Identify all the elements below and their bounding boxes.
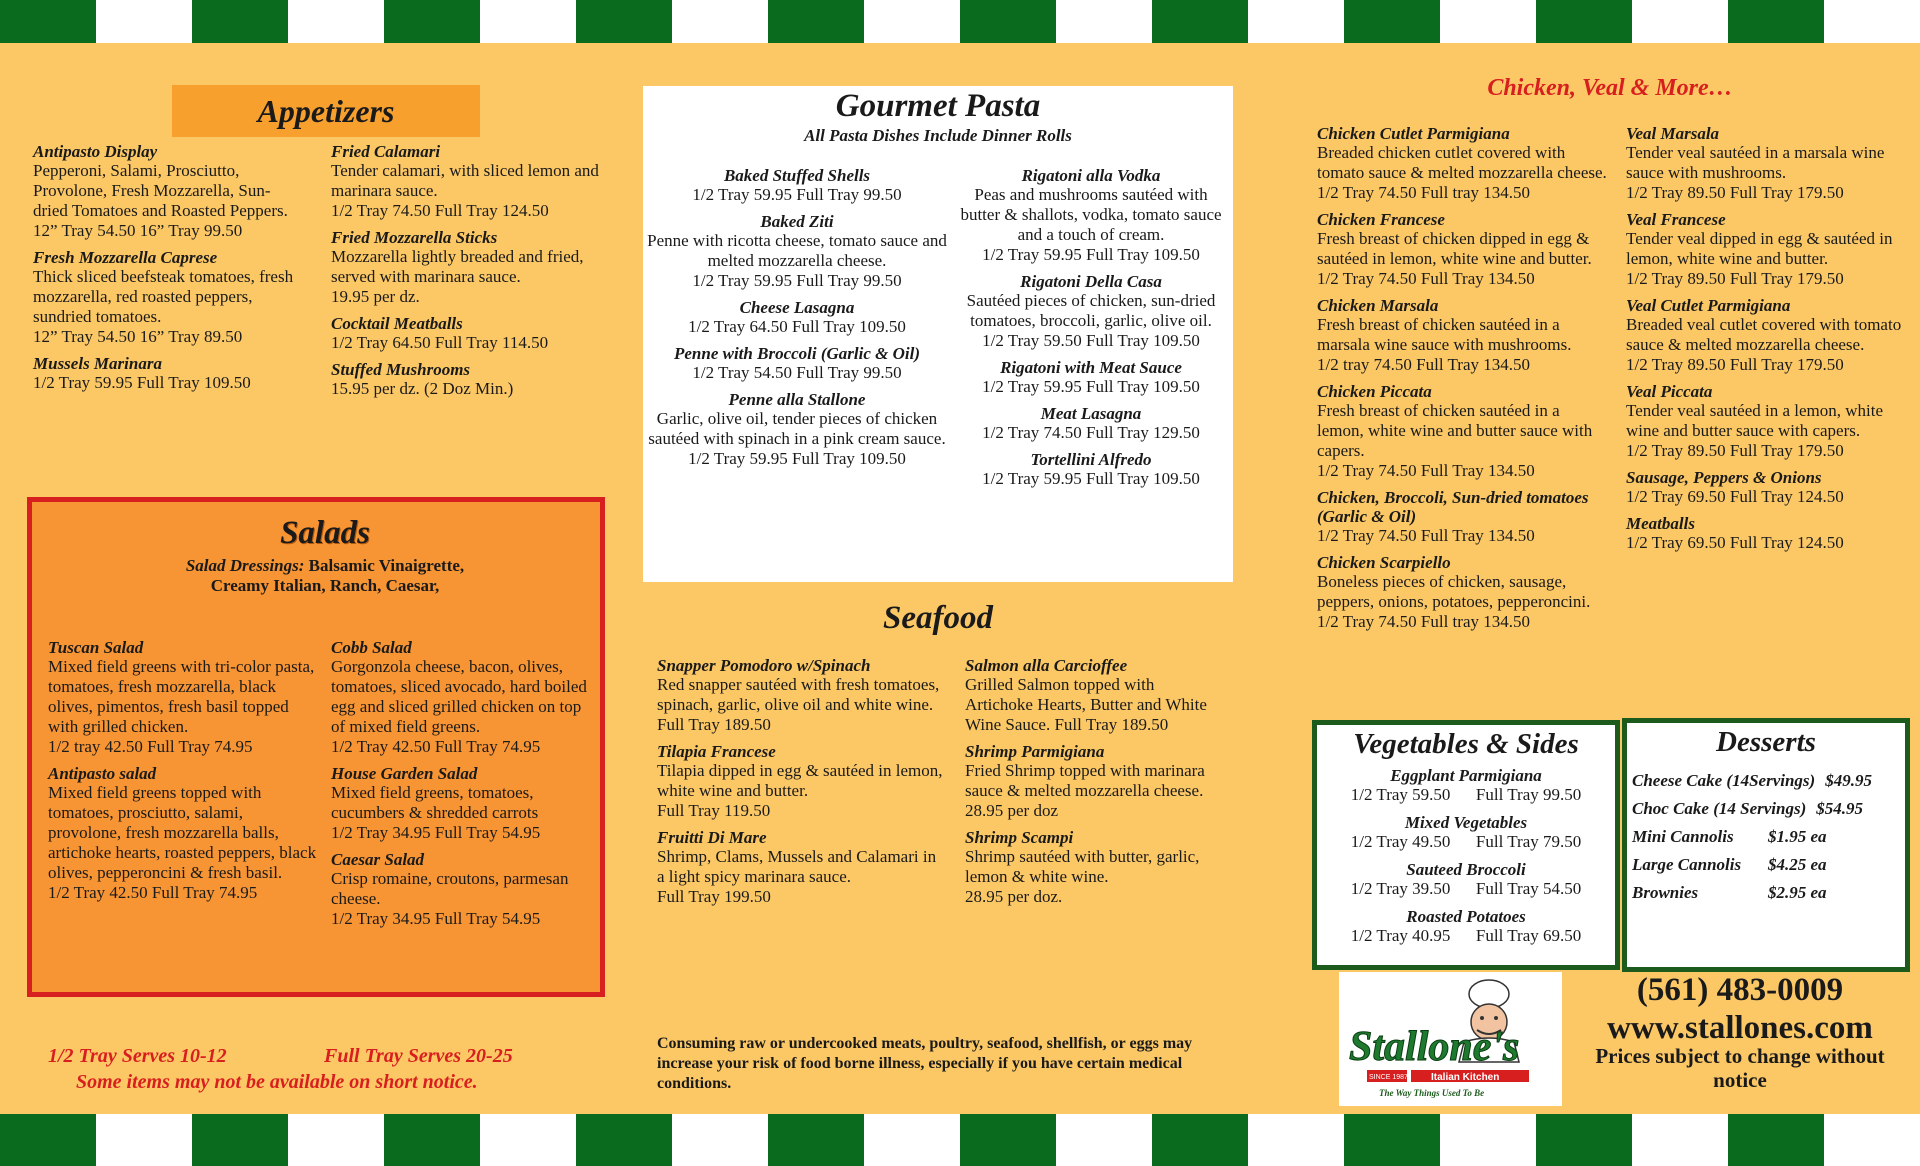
- menu-item: [965, 828, 1215, 907]
- menu-item-description: Mixed field greens topped with tomatoes, prosciutto, salami, provolone, fresh mozzarella balls, artichoke hearts, roasted peppers, black olives, pepperoncini & fresh basil.: [48, 783, 317, 882]
- stripe-segment: [1632, 1114, 1728, 1166]
- stripe-segment: [576, 0, 672, 43]
- stripe-segment: [288, 0, 384, 43]
- vegetable-name: Sauteed Broccoli: [1406, 860, 1526, 879]
- menu-item: [331, 764, 599, 843]
- appetizers-heading: Appetizers: [172, 85, 480, 137]
- menu-item-name: Shrimp Scampi: [965, 828, 1074, 847]
- menu-item-description: Peas and mushrooms sautéed with butter & shallots, vodka, tomato sauce and a touch of cream.: [960, 185, 1222, 244]
- stripe-segment: [1344, 0, 1440, 43]
- menu-item-price: 1/2 Tray 59.95 Full Tray 109.50: [982, 377, 1200, 396]
- menu-item: [657, 742, 947, 821]
- logo-since: SINCE 1987: [1369, 1074, 1408, 1081]
- menu-item-name: Chicken Cutlet Parmigiana: [1317, 124, 1510, 143]
- menu-item-description: Gorgonzola cheese, bacon, olives, tomatoes, sliced avocado, hard boiled egg and sliced grilled chicken on top of mixed field greens.: [331, 657, 587, 736]
- menu-item-description: Tender veal sautéed in a marsala wine sauce with mushrooms.: [1626, 143, 1885, 182]
- stallones-logo: [1339, 972, 1562, 1106]
- menu-item: [1626, 382, 1916, 461]
- vegetable-price: 1/2 Tray 59.50 Full Tray 99.50: [1350, 785, 1582, 804]
- menu-item-name: House Garden Salad: [331, 764, 478, 783]
- menu-item: [1626, 210, 1916, 289]
- stripe-segment: [1152, 0, 1248, 43]
- menu-item: [645, 298, 949, 337]
- chicken-column: [1317, 124, 1609, 639]
- stripe-segment: [864, 1114, 960, 1166]
- stripe-segment: [960, 1114, 1056, 1166]
- menu-item: [1317, 488, 1609, 546]
- menu-item: [1626, 124, 1916, 203]
- stripe-segment: [1056, 1114, 1152, 1166]
- menu-item-name: Cobb Salad: [331, 638, 412, 657]
- bottom-stripe-border: [0, 1114, 1920, 1166]
- availability-note: Some items may not be available on short notice.: [76, 1071, 478, 1093]
- pasta-column-left: [645, 166, 949, 476]
- dessert-item: [1632, 851, 1910, 879]
- dessert-price: $2.95 ea: [1768, 883, 1827, 902]
- menu-item-description: Tender veal dipped in egg & sautéed in lemon, white wine and butter.: [1626, 229, 1893, 268]
- dessert-price: $4.25 ea: [1768, 855, 1827, 874]
- menu-item-price: 1/2 Tray 74.50 Full Tray 129.50: [982, 423, 1200, 442]
- menu-item-name: Rigatoni alla Vodka: [1021, 166, 1161, 185]
- logo-kitchen: Italian Kitchen: [1431, 1072, 1500, 1083]
- consumer-advisory: Consuming raw or undercooked meats, poultry, seafood, shellfish, or eggs may increase your risk of food borne illness, especially if you have certain medical conditions.: [657, 1035, 1193, 1092]
- menu-item: [645, 344, 949, 383]
- menu-item-price: 12” Tray 54.50 16” Tray 89.50: [33, 327, 243, 346]
- pasta-heading: Gourmet Pasta: [835, 88, 1041, 124]
- menu-item-name: Chicken Scarpiello: [1317, 553, 1451, 572]
- menu-item-price: 1/2 Tray 59.95 Full Tray 99.50: [692, 185, 902, 204]
- menu-item: [1626, 514, 1916, 553]
- menu-item-price: 1/2 Tray 59.95 Full Tray 109.50: [33, 373, 251, 392]
- stripe-segment: [672, 0, 768, 43]
- menu-item-price: 1/2 tray 42.50 Full Tray 74.95: [48, 737, 253, 756]
- vegetable-price: 1/2 Tray 49.50 Full Tray 79.50: [1350, 832, 1582, 851]
- menu-item-description: Pepperoni, Salami, Prosciutto, Provolone, Fresh Mozzarella, Sun-dried Tomatoes and Roasted Peppers.: [33, 161, 288, 220]
- menu-item-description: Penne with ricotta cheese, tomato sauce and melted mozzarella cheese.: [647, 231, 947, 270]
- menu-item: [955, 358, 1227, 397]
- menu-item-name: Chicken Francese: [1317, 210, 1445, 229]
- menu-item-name: Baked Stuffed Shells: [723, 166, 871, 185]
- vegetable-item: [1316, 860, 1616, 899]
- stripe-segment: [1536, 0, 1632, 43]
- vegetable-item: [1316, 766, 1616, 805]
- menu-item-price: 1/2 Tray 42.50 Full Tray 74.95: [48, 883, 258, 902]
- top-stripe-border: [0, 0, 1920, 43]
- seafood-column-left: [657, 656, 947, 914]
- menu-item-description: Thick sliced beefsteak tomatoes, fresh mozzarella, red roasted peppers, sundried tomatoes.: [33, 267, 294, 326]
- menu-item-price: 1/2 Tray 69.50 Full Tray 124.50: [1626, 487, 1844, 506]
- stripe-segment: [1728, 1114, 1824, 1166]
- menu-item-price: 1/2 Tray 74.50 Full Tray 134.50: [1317, 526, 1535, 545]
- menu-item-name: Chicken Piccata: [1317, 382, 1432, 401]
- menu-item-description: Tender calamari, with sliced lemon and marinara sauce.: [331, 161, 599, 200]
- stripe-segment: [1440, 1114, 1536, 1166]
- menu-item-name: Veal Marsala: [1626, 124, 1720, 143]
- menu-item-name: Baked Ziti: [760, 212, 834, 231]
- stripe-segment: [1536, 1114, 1632, 1166]
- menu-item-price: Full Tray 189.50: [657, 715, 771, 734]
- menu-item-price: 1/2 Tray 59.95 Full Tray 109.50: [982, 245, 1200, 264]
- menu-item-name: Veal Cutlet Parmigiana: [1626, 296, 1791, 315]
- stripe-segment: [192, 1114, 288, 1166]
- menu-item-description: Fresh breast of chicken sautéed in a marsala wine sauce with mushrooms.: [1317, 315, 1572, 354]
- menu-item-price: 1/2 Tray 74.50 Full tray 134.50: [1317, 612, 1530, 631]
- dessert-item: [1632, 823, 1910, 851]
- stripe-segment: [960, 0, 1056, 43]
- salads-heading: Salads: [280, 515, 370, 551]
- menu-item-name: Veal Francese: [1626, 210, 1726, 229]
- menu-item-price: 1/2 Tray 59.50 Full Tray 109.50: [982, 331, 1200, 350]
- stripe-segment: [672, 1114, 768, 1166]
- menu-item-description: Boneless pieces of chicken, sausage, peppers, onions, potatoes, pepperoncini.: [1317, 572, 1591, 611]
- stripe-segment: [96, 0, 192, 43]
- seafood-column-right: [965, 656, 1215, 914]
- dessert-item: [1632, 795, 1910, 823]
- pasta-column-right: [955, 166, 1227, 496]
- menu-item: [33, 248, 305, 347]
- menu-item-description: Breaded veal cutlet covered with tomato sauce & melted mozzarella cheese.: [1626, 315, 1902, 354]
- menu-item: [331, 638, 599, 757]
- logo-tagline: The Way Things Used To Be: [1379, 1088, 1485, 1098]
- menu-item-name: Fruitti Di Mare: [657, 828, 767, 847]
- salad-dressings-line1: Balsamic Vinaigrette,: [304, 556, 465, 575]
- vegetable-name: Roasted Potatoes: [1406, 907, 1526, 926]
- menu-item: [645, 166, 949, 205]
- menu-item-description: Fresh breast of chicken sautéed in a lemon, white wine and butter sauce with capers.: [1317, 401, 1593, 460]
- menu-item-name: Tortellini Alfredo: [1030, 450, 1152, 469]
- stripe-segment: [96, 1114, 192, 1166]
- menu-item-price: 15.95 per dz. (2 Doz Min.): [331, 379, 514, 398]
- menu-item: [1317, 382, 1609, 481]
- menu-item-price: 1/2 Tray 74.50 Full Tray 134.50: [1317, 269, 1535, 288]
- appetizers-column-right: [331, 142, 621, 406]
- menu-item-name: Fried Calamari: [331, 142, 441, 161]
- menu-item-description: Garlic, olive oil, tender pieces of chicken sautéed with spinach in a pink cream sauce.: [648, 409, 946, 448]
- menu-item-price: 12” Tray 54.50 16” Tray 99.50: [33, 221, 243, 240]
- stripe-segment: [1440, 0, 1536, 43]
- stripe-segment: [480, 0, 576, 43]
- menu-item-price: 1/2 Tray 89.50 Full Tray 179.50: [1626, 269, 1844, 288]
- menu-item-description: Shrimp sautéed with butter, garlic, lemon & white wine.: [965, 847, 1200, 886]
- menu-item-name: Caesar Salad: [331, 850, 425, 869]
- salad-dressings: [27, 556, 623, 596]
- menu-item-name: Chicken Marsala: [1317, 296, 1439, 315]
- half-tray-serves: 1/2 Tray Serves 10-12: [48, 1045, 227, 1067]
- stripe-segment: [0, 0, 96, 43]
- veal-column: [1626, 124, 1916, 560]
- tray-serving-info: [48, 1043, 608, 1095]
- menu-item: [1317, 553, 1609, 632]
- menu-item-price: 1/2 Tray 89.50 Full Tray 179.50: [1626, 183, 1844, 202]
- menu-item-name: Antipasto salad: [48, 764, 157, 783]
- menu-item: [965, 742, 1215, 821]
- menu-item-price: 1/2 Tray 89.50 Full Tray 179.50: [1626, 355, 1844, 374]
- vegetable-item: [1316, 813, 1616, 852]
- salads-column-right: [331, 638, 599, 936]
- stripe-segment: [1824, 1114, 1920, 1166]
- menu-item-name: Stuffed Mushrooms: [331, 360, 471, 379]
- menu-item: [48, 764, 318, 903]
- menu-item-name: Fresh Mozzarella Caprese: [33, 248, 218, 267]
- stripe-segment: [1248, 1114, 1344, 1166]
- stripe-segment: [768, 1114, 864, 1166]
- dessert-name: Large Cannolis: [1632, 855, 1742, 874]
- menu-item: [965, 656, 1215, 735]
- menu-item-description: Mixed field greens, tomatoes, cucumbers & shredded carrots: [331, 783, 539, 822]
- pasta-subtitle: All Pasta Dishes Include Dinner Rolls: [804, 126, 1072, 145]
- menu-item-name: Meatballs: [1626, 514, 1695, 533]
- menu-item-name: Cocktail Meatballs: [331, 314, 463, 333]
- dessert-name: Brownies: [1632, 883, 1699, 902]
- menu-item-name: Mussels Marinara: [33, 354, 162, 373]
- stripe-segment: [864, 0, 960, 43]
- menu-item-price: Full Tray 119.50: [657, 801, 771, 820]
- stripe-segment: [480, 1114, 576, 1166]
- stripe-segment: [768, 0, 864, 43]
- stripe-segment: [1728, 0, 1824, 43]
- full-tray-serves: Full Tray Serves 20-25: [324, 1045, 513, 1067]
- menu-item-name: Penne alla Stallone: [728, 390, 866, 409]
- menu-item: [331, 142, 621, 221]
- menu-item-description: Mozzarella lightly breaded and fried, served with marinara sauce.: [331, 247, 584, 286]
- dessert-price: $54.95: [1816, 799, 1863, 818]
- menu-item: [48, 638, 318, 757]
- stripe-segment: [576, 1114, 672, 1166]
- vegetable-item: [1316, 907, 1616, 946]
- menu-item-price: 1/2 tray 74.50 Full Tray 134.50: [1317, 355, 1530, 374]
- menu-item: [331, 228, 621, 307]
- vegetable-price: 1/2 Tray 40.95 Full Tray 69.50: [1350, 926, 1582, 945]
- menu-item-name: Meat Lasagna: [1040, 404, 1142, 423]
- seafood-heading: Seafood: [883, 600, 993, 636]
- menu-item: [657, 656, 947, 735]
- menu-item-price: 28.95 per doz: [965, 801, 1059, 820]
- menu-item-price: Full Tray 199.50: [657, 887, 771, 906]
- vegetables-heading: Vegetables & Sides: [1353, 728, 1579, 760]
- dessert-name: Mini Cannolis: [1632, 827, 1734, 846]
- menu-item: [955, 450, 1227, 489]
- dessert-price: $1.95 ea: [1768, 827, 1827, 846]
- menu-item-description: Shrimp, Clams, Mussels and Calamari in a light spicy marinara sauce.: [657, 847, 937, 886]
- stripe-segment: [288, 1114, 384, 1166]
- menu-item-description: Tender veal sautéed in a lemon, white wine and butter sauce with capers.: [1626, 401, 1884, 440]
- menu-item-description: Red snapper sautéed with fresh tomatoes, spinach, garlic, olive oil and white wine.: [657, 675, 940, 714]
- menu-item-price: 1/2 Tray 74.50 Full Tray 134.50: [1317, 461, 1535, 480]
- vegetable-name: Eggplant Parmigiana: [1390, 766, 1542, 785]
- menu-item-price: 1/2 Tray 74.50 Full Tray 124.50: [331, 201, 549, 220]
- menu-item-price: 1/2 Tray 59.95 Full Tray 109.50: [688, 449, 906, 468]
- menu-item-name: Rigatoni with Meat Sauce: [1000, 358, 1182, 377]
- menu-item-price: 1/2 Tray 54.50 Full Tray 99.50: [692, 363, 902, 382]
- salad-dressings-label: Salad Dressings:: [185, 556, 305, 575]
- menu-item-name: Chicken, Broccoli, Sun-dried tomatoes (Garlic & Oil): [1317, 488, 1589, 526]
- menu-item-price: 1/2 Tray 64.50 Full Tray 114.50: [331, 333, 549, 352]
- menu-item-name: Snapper Pomodoro w/Spinach: [657, 656, 871, 675]
- menu-item: [1626, 468, 1916, 507]
- stripe-segment: [1632, 0, 1728, 43]
- vegetable-price: 1/2 Tray 39.50 Full Tray 54.50: [1350, 879, 1582, 898]
- stripe-segment: [192, 0, 288, 43]
- menu-item-name: Antipasto Display: [33, 142, 158, 161]
- menu-item-name: Penne with Broccoli (Garlic & Oil): [673, 344, 921, 363]
- menu-item: [955, 166, 1227, 265]
- stripe-segment: [1248, 0, 1344, 43]
- menu-item-name: Salmon alla Carcioffee: [965, 656, 1128, 675]
- menu-item: [955, 404, 1227, 443]
- dessert-item: [1632, 767, 1910, 795]
- menu-item-description: Tilapia dipped in egg & sautéed in lemon, white wine and butter.: [657, 761, 943, 800]
- menu-item-name: Tilapia Francese: [657, 742, 776, 761]
- menu-item: [1317, 124, 1609, 203]
- salads-column-left: [48, 638, 318, 910]
- chef-logo-icon: [1339, 972, 1562, 1106]
- salad-dressings-line2: Creamy Italian, Ranch, Caesar,: [210, 576, 440, 595]
- menu-item-name: Rigatoni Della Casa: [1020, 272, 1162, 291]
- menu-item-name: Veal Piccata: [1626, 382, 1713, 401]
- menu-item-name: Shrimp Parmigiana: [965, 742, 1105, 761]
- stripe-segment: [384, 0, 480, 43]
- stripe-segment: [0, 1114, 96, 1166]
- stripe-segment: [384, 1114, 480, 1166]
- menu-item-description: Sautéed pieces of chicken, sun-dried tomatoes, broccoli, garlic, olive oil.: [966, 291, 1216, 330]
- desserts-list: [1632, 767, 1910, 907]
- menu-item-price: 1/2 Tray 89.50 Full Tray 179.50: [1626, 441, 1844, 460]
- menu-item-price: 19.95 per dz.: [331, 287, 420, 306]
- desserts-heading: Desserts: [1716, 726, 1816, 758]
- stripe-segment: [1056, 0, 1152, 43]
- logo-brand: Stallone's: [1349, 1024, 1520, 1070]
- menu-item-name: Tuscan Salad: [48, 638, 144, 657]
- stripe-segment: [1824, 0, 1920, 43]
- menu-item-description: Breaded chicken cutlet covered with tomato sauce & melted mozzarella cheese.: [1317, 143, 1607, 182]
- menu-item-description: Crisp romaine, croutons, parmesan cheese.: [331, 869, 569, 908]
- menu-item-name: Cheese Lasagna: [739, 298, 855, 317]
- menu-item: [1317, 210, 1609, 289]
- menu-item: [955, 272, 1227, 351]
- menu-item: [645, 390, 949, 469]
- dessert-name: Cheese Cake (14Servings): [1632, 771, 1816, 790]
- menu-item: [657, 828, 947, 907]
- appetizers-column-left: [33, 142, 305, 400]
- menu-item-price: 1/2 Tray 42.50 Full Tray 74.95: [331, 737, 541, 756]
- menu-item: [331, 850, 599, 929]
- menu-item-price: 28.95 per doz.: [965, 887, 1063, 906]
- menu-item-name: Fried Mozzarella Sticks: [331, 228, 498, 247]
- stripe-segment: [1152, 1114, 1248, 1166]
- vegetables-list: [1316, 766, 1616, 954]
- menu-item: [1626, 296, 1916, 375]
- menu-item-price: 1/2 Tray 74.50 Full tray 134.50: [1317, 183, 1530, 202]
- vegetable-name: Mixed Vegetables: [1404, 813, 1528, 832]
- menu-item: [645, 212, 949, 291]
- chicken-veal-heading: Chicken, Veal & More…: [1487, 75, 1733, 101]
- menu-item: [331, 314, 621, 353]
- menu-item-price: 1/2 Tray 59.95 Full Tray 109.50: [982, 469, 1200, 488]
- phone-number[interactable]: (561) 483-0009: [1636, 972, 1844, 1008]
- menu-item-price: 1/2 Tray 59.95 Full Tray 99.50: [692, 271, 902, 290]
- dessert-item: [1632, 879, 1910, 907]
- menu-item: [331, 360, 621, 399]
- stripe-segment: [1344, 1114, 1440, 1166]
- menu-item-description: Grilled Salmon topped with Artichoke Hearts, Butter and White Wine Sauce. Full Tray 189.50: [965, 675, 1207, 734]
- menu-item: [33, 142, 305, 241]
- menu-item-name: Sausage, Peppers & Onions: [1626, 468, 1822, 487]
- menu-item-description: Fried Shrimp topped with marinara sauce & melted mozzarella cheese.: [965, 761, 1205, 800]
- menu-item: [33, 354, 305, 393]
- menu-item-price: 1/2 Tray 34.95 Full Tray 54.95: [331, 909, 541, 928]
- website-link[interactable]: www.stallones.com: [1607, 1010, 1873, 1046]
- menu-item: [1317, 296, 1609, 375]
- dessert-name: Choc Cake (14 Servings): [1632, 799, 1807, 818]
- menu-item-price: 1/2 Tray 64.50 Full Tray 109.50: [688, 317, 906, 336]
- menu-item-price: 1/2 Tray 69.50 Full Tray 124.50: [1626, 533, 1844, 552]
- menu-item-price: 1/2 Tray 34.95 Full Tray 54.95: [331, 823, 541, 842]
- dessert-price: $49.95: [1825, 771, 1872, 790]
- prices-note: Prices subject to change without notice: [1595, 1044, 1885, 1092]
- menu-item-description: Mixed field greens with tri-color pasta, tomatoes, fresh mozzarella, black olives, pimentos, fresh basil topped with grilled chicken.: [48, 657, 315, 736]
- menu-item-description: Fresh breast of chicken dipped in egg & sautéed in lemon, white wine and butter.: [1317, 229, 1592, 268]
